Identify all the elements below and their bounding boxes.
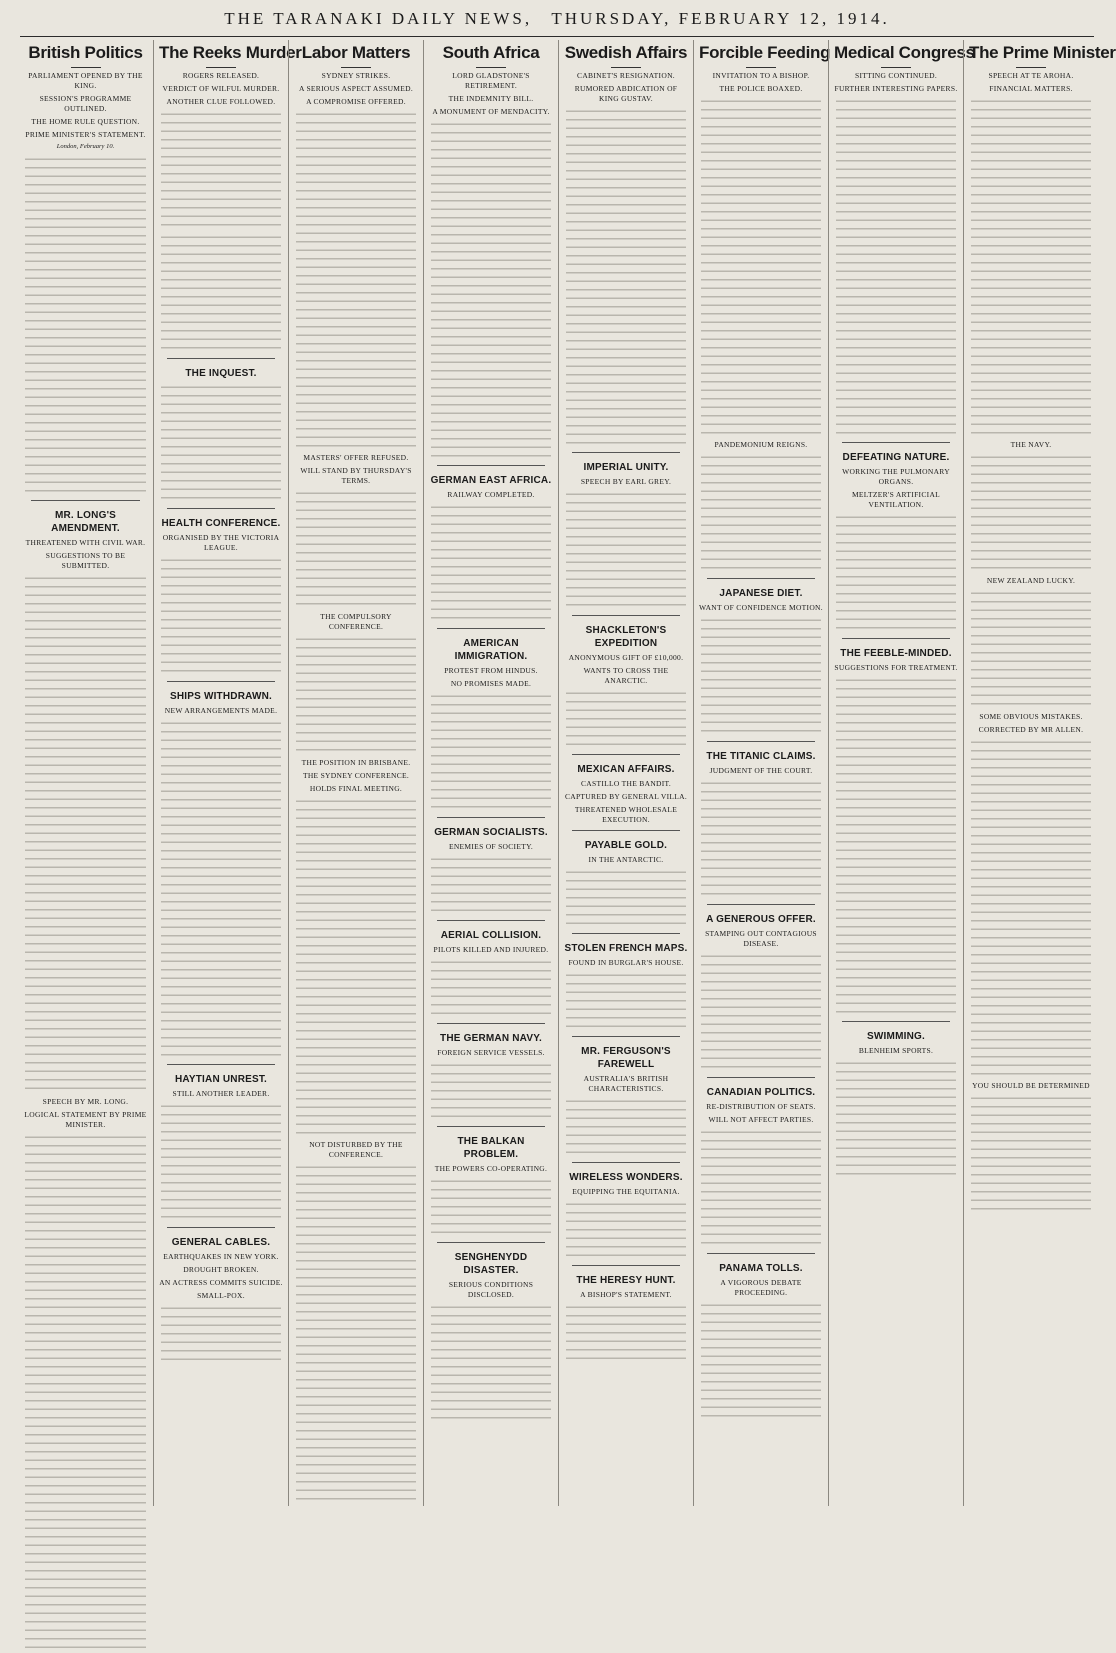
column-heading: Forcible Feeding — [699, 43, 831, 62]
deck-heading: SERIOUS CONDITIONS DISCLOSED. — [448, 1280, 534, 1299]
article-body-text — [431, 1061, 551, 1121]
deck-heading: ANOTHER CLUE FOLLOWED. — [166, 97, 276, 106]
deck-heading: SUGGESTIONS FOR TREATMENT. — [834, 663, 958, 672]
section-rule — [572, 1162, 680, 1163]
deck-heading: THE POWERS CO-OPERATING. — [434, 1164, 548, 1173]
section-heading: A GENEROUS OFFER. — [706, 914, 816, 925]
article-body-text — [701, 1301, 821, 1421]
deck-heading: PANDEMONIUM REIGNS. — [714, 440, 808, 449]
section-rule — [437, 920, 545, 921]
deck-heading: THREATENED WITH CIVIL WAR. — [25, 537, 146, 547]
article-body-text — [566, 1303, 686, 1363]
deck-heading: ENEMIES OF SOCIETY. — [448, 842, 534, 851]
section-rule — [842, 638, 950, 639]
article-body-text — [566, 1097, 686, 1157]
article-body-text — [701, 453, 821, 573]
section-rule — [572, 615, 680, 616]
deck-heading: THE COMPULSORY CONFERENCE. — [320, 612, 392, 631]
deck-heading: PILOTS KILLED AND INJURED. — [433, 945, 549, 954]
deck-heading: WILL NOT AFFECT PARTIES. — [708, 1115, 814, 1124]
article-body-text — [296, 489, 416, 609]
column-heading: Labor Matters — [301, 43, 411, 62]
deck-heading: FOREIGN SERVICE VESSELS. — [437, 1048, 545, 1057]
section-heading: AERIAL COLLISION. — [440, 930, 542, 941]
masthead-paper: THE TARANAKI DAILY NEWS, — [224, 9, 533, 28]
section-heading: AMERICAN IMMIGRATION. — [454, 638, 528, 662]
column-7 — [828, 40, 975, 1506]
deck-heading: MELTZER'S ARTIFICIAL VENTILATION. — [851, 490, 941, 509]
column-5 — [558, 40, 693, 1506]
deck-heading: AN ACTRESS COMMITS SUICIDE. — [159, 1278, 283, 1287]
section-rule — [437, 628, 545, 629]
column-1 — [18, 40, 153, 1506]
section-rule — [437, 817, 545, 818]
article-body-text — [566, 107, 686, 447]
deck-heading: EQUIPPING THE EQUITANIA. — [572, 1187, 680, 1196]
deck-heading: A COMPROMISE OFFERED. — [306, 97, 406, 106]
deck-heading: FINANCIAL MATTERS. — [989, 84, 1073, 93]
deck-heading: A VIGOROUS DEBATE PROCEEDING. — [720, 1278, 802, 1297]
deck-heading: PRIME MINISTER'S STATEMENT. — [25, 130, 146, 139]
section-rule — [437, 1126, 545, 1127]
section-rule — [842, 1021, 950, 1022]
article-body-text — [25, 1133, 146, 1653]
column-heading: The Prime Minister — [969, 43, 1116, 62]
section-heading: GERMAN SOCIALISTS. — [434, 827, 548, 838]
article-body-text — [296, 635, 416, 755]
section-heading: STOLEN FRENCH MAPS. — [564, 943, 688, 954]
deck-heading: CAPTURED BY GENERAL VILLA. — [564, 792, 688, 801]
article-body-text — [296, 110, 416, 450]
columns — [18, 40, 1116, 1506]
section-heading: WIRELESS WONDERS. — [569, 1172, 683, 1183]
section-heading: SWIMMING. — [867, 1031, 925, 1042]
column-4 — [423, 40, 558, 1506]
heading-dash — [341, 67, 371, 68]
masthead-rule — [20, 36, 1094, 37]
article-body-text — [566, 689, 686, 749]
section-heading: THE HERESY HUNT. — [576, 1275, 676, 1286]
section-heading: THE INQUEST. — [185, 368, 257, 379]
column-heading: South Africa — [442, 43, 540, 62]
article-body-text — [161, 1102, 281, 1222]
article-body-text — [431, 855, 551, 915]
section-heading: SHACKLETON'S EXPEDITION — [585, 625, 667, 649]
article-body-text — [161, 110, 281, 230]
article-body-text — [836, 676, 956, 1016]
deck-heading: JUDGMENT OF THE COURT. — [709, 766, 813, 775]
deck-heading: THREATENED WHOLESALE EXECUTION. — [574, 805, 678, 824]
section-heading: THE FEEBLE-MINDED. — [840, 648, 952, 659]
section-heading: GERMAN EAST AFRICA. — [430, 475, 552, 486]
deck-heading: HOLDS FINAL MEETING. — [309, 784, 403, 793]
deck-heading: RAILWAY COMPLETED. — [447, 490, 535, 499]
deck-heading: THE POLICE BOAXED. — [719, 84, 803, 93]
deck-heading: NEW ZEALAND LUCKY. — [986, 576, 1076, 585]
column-heading: Swedish Affairs — [564, 43, 688, 62]
deck-heading: IN THE ANTARCTIC. — [588, 855, 664, 864]
deck-heading: CASTILLO THE BANDIT. — [580, 779, 672, 788]
section-heading: SENGHENYDD DISASTER. — [454, 1252, 528, 1276]
article-body-text — [836, 513, 956, 633]
deck-heading: WORKING THE PULMONARY ORGANS. — [842, 467, 950, 486]
heading-dash — [206, 67, 236, 68]
masthead — [0, 0, 1114, 38]
section-heading: THE TITANIC CLAIMS. — [706, 751, 816, 762]
article-body-text — [25, 574, 146, 1094]
article-body-text — [971, 738, 1091, 1078]
deck-heading: SPEECH AT TE AROHA. — [988, 71, 1074, 80]
article-body-text — [836, 97, 956, 437]
deck-heading: EARTHQUAKES IN NEW YORK. — [163, 1252, 279, 1261]
article-body-text — [296, 797, 416, 1137]
heading-dash — [746, 67, 776, 68]
heading-dash — [611, 67, 641, 68]
column-2 — [153, 40, 302, 1506]
section-rule — [572, 754, 680, 755]
heading-dash — [1016, 67, 1046, 68]
section-rule — [707, 1077, 815, 1078]
deck-heading: SPEECH BY EARL GREY. — [580, 477, 672, 486]
section-heading: THE GERMAN NAVY. — [440, 1033, 542, 1044]
section-rule — [31, 500, 140, 501]
deck-heading: LORD GLADSTONE'S RETIREMENT. — [452, 71, 530, 90]
deck-heading: SMALL-POX. — [197, 1291, 245, 1300]
section-rule — [707, 904, 815, 905]
section-rule — [167, 1227, 275, 1228]
deck-heading: SITTING CONTINUED. — [854, 71, 938, 80]
section-rule — [167, 1064, 275, 1065]
article-body-text — [296, 1163, 416, 1503]
section-heading: PANAMA TOLLS. — [719, 1263, 803, 1274]
section-rule — [572, 452, 680, 453]
article-body-text — [431, 503, 551, 623]
deck-heading: SPEECH BY MR. LONG. — [42, 1096, 129, 1106]
deck-heading: SOME OBVIOUS MISTAKES. — [979, 712, 1083, 721]
article-body-text — [566, 1200, 686, 1260]
deck-heading: WANTS TO CROSS THE ANARCTIC. — [583, 666, 669, 685]
deck-heading: LOGICAL STATEMENT BY PRIME MINISTER. — [24, 1109, 147, 1129]
article-body-text — [161, 233, 281, 353]
deck-heading: YOU SHOULD BE DETERMINED — [972, 1081, 1090, 1090]
article-body-text — [701, 952, 821, 1072]
section-heading: MEXICAN AFFAIRS. — [577, 764, 675, 775]
deck-heading: ROGERS RELEASED. — [182, 71, 260, 80]
section-rule — [572, 830, 680, 831]
deck-heading: DROUGHT BROKEN. — [183, 1265, 259, 1274]
section-rule — [842, 442, 950, 443]
section-heading: CANADIAN POLITICS. — [706, 1087, 816, 1098]
article-body-text — [161, 1304, 281, 1364]
section-heading: JAPANESE DIET. — [719, 588, 803, 599]
section-rule — [572, 1265, 680, 1266]
section-heading: DEFEATING NATURE. — [842, 452, 950, 463]
section-heading: HAYTIAN UNREST. — [174, 1074, 268, 1085]
section-rule — [707, 1253, 815, 1254]
column-heading: Medical Congress — [834, 43, 975, 62]
deck-heading: FURTHER INTERESTING PAPERS. — [834, 84, 958, 93]
deck-heading: THE HOME RULE QUESTION. — [31, 117, 140, 126]
section-heading: MR. LONG'S AMENDMENT. — [51, 509, 120, 534]
deck-heading: A SERIOUS ASPECT ASSUMED. — [298, 84, 414, 93]
deck-heading: THE POSITION IN BRISBANE. — [301, 758, 411, 767]
section-rule — [572, 1036, 680, 1037]
deck-heading: INVITATION TO A BISHOP. — [712, 71, 810, 80]
section-rule — [167, 681, 275, 682]
deck-heading: RE-DISTRIBUTION OF SEATS. — [706, 1102, 816, 1111]
section-heading: IMPERIAL UNITY. — [583, 462, 669, 473]
section-heading: MR. FERGUSON'S FAREWELL — [581, 1046, 671, 1070]
deck-heading: AUSTRALIA'S BRITISH CHARACTERISTICS. — [583, 1074, 669, 1093]
section-rule — [437, 465, 545, 466]
article-body-text — [701, 779, 821, 899]
article-body-text — [431, 1177, 551, 1237]
article-body-text — [25, 155, 146, 495]
section-rule — [437, 1023, 545, 1024]
deck-heading: FOUND IN BURGLAR'S HOUSE. — [568, 958, 684, 967]
deck-heading: SUGGESTIONS TO BE SUBMITTED. — [45, 550, 126, 570]
section-heading: THE BALKAN PROBLEM. — [457, 1136, 525, 1160]
deck-heading: WANT OF CONFIDENCE MOTION. — [699, 603, 823, 612]
article-body-text — [971, 1094, 1091, 1214]
deck-heading: MASTERS' OFFER REFUSED. — [303, 453, 409, 462]
deck-heading: VERDICT OF WILFUL MURDER. — [162, 84, 280, 93]
section-rule — [707, 578, 815, 579]
article-body-text — [431, 692, 551, 812]
section-rule — [707, 741, 815, 742]
heading-dash — [881, 67, 911, 68]
deck-heading: NO PROMISES MADE. — [450, 679, 532, 688]
column-heading: British Politics — [28, 43, 143, 62]
section-heading: HEALTH CONFERENCE. — [161, 518, 281, 529]
deck-heading: STILL ANOTHER LEADER. — [172, 1089, 270, 1098]
article-body-text — [431, 120, 551, 460]
masthead-date: THURSDAY, FEBRUARY 12, 1914. — [551, 9, 890, 28]
article-body-text — [161, 383, 281, 503]
deck-heading: RUMORED ABDICATION OF KING GUSTAV. — [574, 84, 678, 103]
deck-heading: A MONUMENT OF MENDACITY. — [432, 107, 550, 116]
deck-heading: THE SYDNEY CONFERENCE. — [302, 771, 410, 780]
heading-dash — [71, 67, 101, 68]
article-body-text — [161, 556, 281, 676]
heading-dash — [476, 67, 506, 68]
deck-heading: PARLIAMENT OPENED BY THE KING. — [28, 71, 143, 90]
article-body-text — [701, 97, 821, 437]
deck-heading: ANONYMOUS GIFT OF £10,000. — [568, 653, 684, 662]
deck-heading: STAMPING OUT CONTAGIOUS DISEASE. — [705, 929, 817, 948]
section-heading: SHIPS WITHDRAWN. — [169, 691, 273, 702]
section-rule — [572, 933, 680, 934]
article-body-text — [701, 616, 821, 736]
deck-heading: CABINET'S RESIGNATION. — [577, 71, 675, 80]
column-heading: The Reeks Murder — [159, 43, 302, 62]
article-body-text — [431, 958, 551, 1018]
deck-heading: NEW ARRANGEMENTS MADE. — [164, 706, 278, 715]
section-heading: GENERAL CABLES. — [171, 1237, 271, 1248]
section-rule — [167, 358, 275, 359]
deck-heading: THE INDEMNITY BILL. — [448, 94, 534, 103]
article-body-text — [161, 719, 281, 1059]
article-body-text — [431, 1303, 551, 1423]
column-8 — [963, 40, 1116, 1506]
dateline: London, February 10. — [56, 143, 115, 150]
article-body-text — [836, 1059, 956, 1179]
deck-heading: THE NAVY. — [1010, 440, 1052, 449]
article-body-text — [971, 453, 1091, 573]
section-heading: PAYABLE GOLD. — [584, 840, 668, 851]
article-body-text — [971, 97, 1091, 437]
section-rule — [437, 1242, 545, 1243]
deck-heading: CORRECTED BY MR ALLEN. — [978, 725, 1084, 734]
article-body-text — [566, 971, 686, 1031]
deck-heading: PROTEST FROM HINDUS. — [444, 666, 538, 675]
deck-heading: ORGANISED BY THE VICTORIA LEAGUE. — [162, 533, 280, 552]
column-6 — [693, 40, 831, 1506]
deck-heading: A BISHOP'S STATEMENT. — [580, 1290, 672, 1299]
article-body-text — [566, 490, 686, 610]
article-body-text — [566, 868, 686, 928]
deck-heading: SYDNEY STRIKES. — [321, 71, 391, 80]
section-rule — [167, 508, 275, 509]
deck-heading: NOT DISTURBED BY THE CONFERENCE. — [309, 1140, 403, 1159]
deck-heading: WILL STAND BY THURSDAY'S TERMS. — [300, 466, 412, 485]
column-3 — [288, 40, 423, 1506]
deck-heading: SESSION'S PROGRAMME OUTLINED. — [39, 94, 132, 113]
article-body-text — [701, 1128, 821, 1248]
deck-heading: BLENHEIM SPORTS. — [858, 1046, 934, 1055]
article-body-text — [971, 589, 1091, 709]
